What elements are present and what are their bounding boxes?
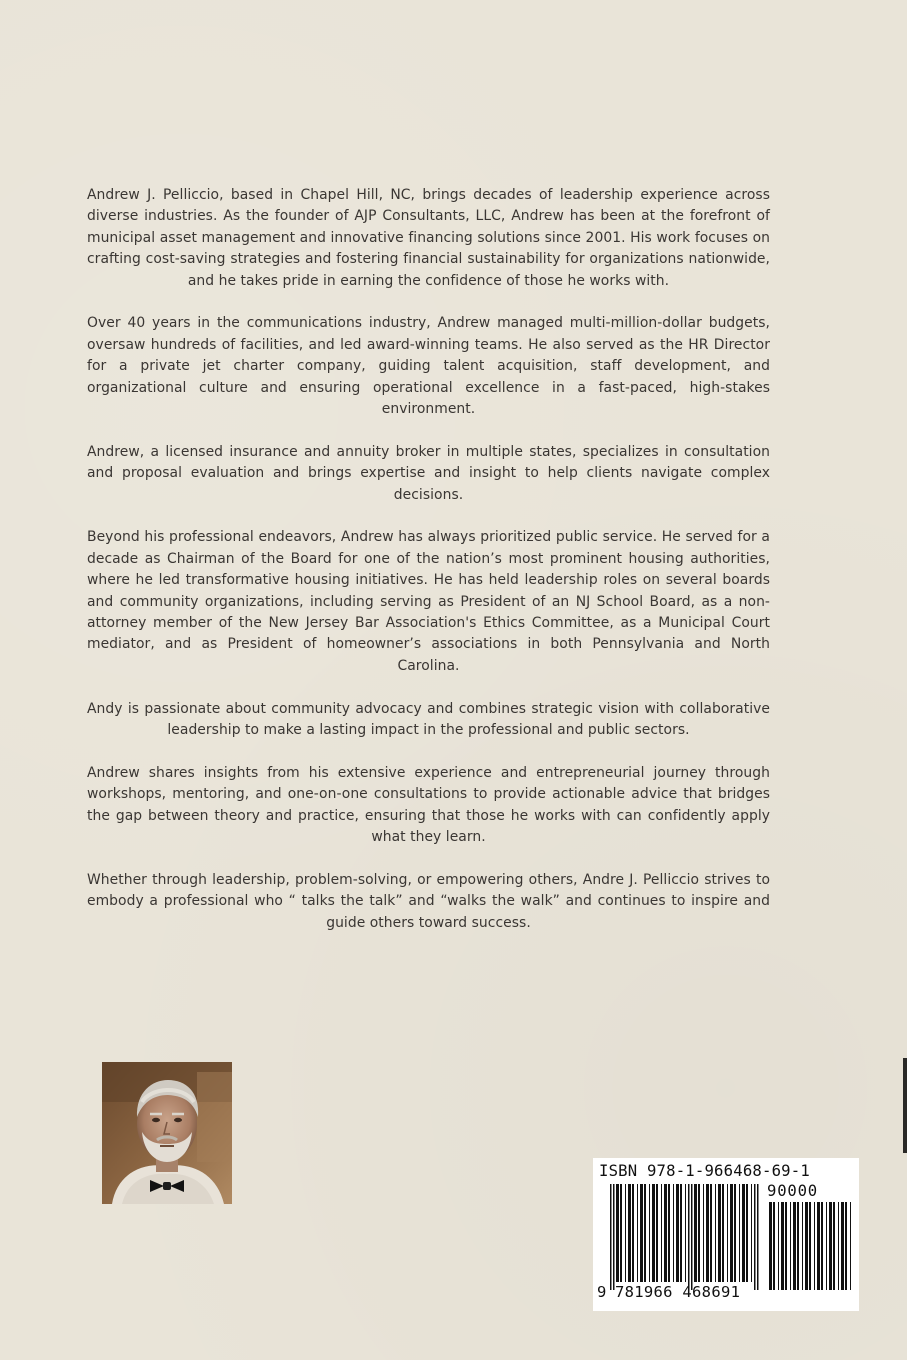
barcode-bar — [703, 1184, 704, 1282]
barcode-bar — [778, 1202, 779, 1290]
barcode-bar — [821, 1202, 823, 1290]
barcode-bar — [805, 1202, 808, 1290]
spine-edge-mark — [903, 1058, 907, 1153]
barcode-bar — [628, 1184, 631, 1282]
barcode-guard-bar — [610, 1184, 612, 1290]
barcode-bar — [829, 1202, 832, 1290]
barcode-bar — [838, 1202, 839, 1290]
barcode-bar — [640, 1184, 643, 1282]
barcode-bar — [845, 1202, 847, 1290]
barcode-bar — [817, 1202, 820, 1290]
barcode-bar — [656, 1184, 658, 1282]
barcode-bar — [676, 1184, 679, 1282]
bio-paragraph: Andrew, a licensed insurance and annuity broker in multiple states, specializes in consultation and proposal evaluation and brings expertise and insight to help clients navigate complex decisions. — [87, 443, 770, 503]
barcode-bar — [698, 1184, 700, 1282]
barcode-bar — [652, 1184, 655, 1282]
barcode-bar — [632, 1184, 634, 1282]
barcode-bar — [673, 1184, 674, 1282]
barcode-bar — [746, 1184, 748, 1282]
barcode-guard-bar — [613, 1184, 615, 1290]
barcode-bar — [785, 1202, 787, 1290]
bio-paragraph: Andrew shares insights from his extensive experience and entrepreneurial journey through workshops, mentoring, and one-on-one consultations to provide actionable advice that bridges the gap between theory and practice, ensuring that those he works with can confidently apply what they learn. — [87, 764, 770, 846]
bio-paragraph: Over 40 years in the communications industry, Andrew managed multi-million-dollar budgets, oversaw hundreds of facilities, and led award-winning teams. He also served as the HR Director for a private jet charter company, guiding talent acquisition, staff development, and organizational culture and ensuring operational excellence in a fast-paced, high-stakes environment. — [87, 315, 770, 418]
barcode-guard-bar — [754, 1184, 756, 1290]
barcode-bar — [680, 1184, 682, 1282]
barcode-bar — [620, 1184, 622, 1282]
barcode-bar — [850, 1202, 851, 1290]
ean-first-digit: 9 — [597, 1283, 607, 1301]
barcode-bar — [781, 1202, 784, 1290]
barcode-bar — [790, 1202, 791, 1290]
author-portrait — [102, 1062, 232, 1204]
barcode-bar — [625, 1184, 626, 1282]
price-code: 90000 — [767, 1182, 818, 1200]
bio-paragraph: Beyond his professional endeavors, Andrew has always prioritized public service. He served for a decade as Chairman of the Board for one of the nation’s most prominent housing authorities, where he led transformative housing initiatives. He has held leadership roles on several boards and community organizations, including serving as President of an NJ School Board, as a non-attorney member of the New Jersey Bar Association's Ethics Committee, as a Municipal Court mediator, and as President of homeowner’s associations in both Pennsylvania and North Carolina. — [87, 529, 770, 674]
barcode-bar — [718, 1184, 721, 1282]
bio-paragraph: Whether through leadership, problem-solving, or empowering others, Andre J. Pelliccio strives to embody a professional who “ talks the talk” and “walks the walk” and continues to inspire and guide others toward success. — [87, 871, 770, 931]
barcode-bar — [616, 1184, 619, 1282]
barcode-bar — [706, 1184, 709, 1282]
barcode-guard-bar — [688, 1184, 690, 1290]
barcode-bar — [637, 1184, 638, 1282]
barcode-bar — [730, 1184, 733, 1282]
barcode-bar — [802, 1202, 803, 1290]
barcode-bar — [833, 1202, 835, 1290]
barcode-bar — [814, 1202, 815, 1290]
barcode-guard-bar — [757, 1184, 759, 1290]
barcode-bar — [751, 1184, 752, 1282]
bio-paragraph: Andrew J. Pelliccio, based in Chapel Hill, NC, brings decades of leadership experience across diverse industries. As the founder of AJP Consultants, LLC, Andrew has been at the forefront of municipal asset management and innovative financing solutions since 2001. His work focuses on crafting cost-saving strategies and fostering financial sustainability for organizations nationwide, and he takes pride in earning the confidence of those he works with. — [87, 187, 770, 289]
author-photo-illustration — [102, 1062, 232, 1204]
barcode-bar — [734, 1184, 736, 1282]
isbn-label: ISBN 978-1-966468-69-1 — [599, 1162, 810, 1180]
author-bio — [87, 185, 770, 956]
barcode-bar — [644, 1184, 646, 1282]
barcode-bar — [649, 1184, 650, 1282]
barcode-bar — [661, 1184, 662, 1282]
barcode-bar — [722, 1184, 724, 1282]
barcode-bar — [710, 1184, 712, 1282]
barcode-bar — [769, 1202, 772, 1290]
isbn-barcode — [593, 1158, 859, 1311]
barcode-bar — [742, 1184, 745, 1282]
barcode-bar — [739, 1184, 740, 1282]
barcode-bar — [841, 1202, 844, 1290]
bio-paragraph: Andy is passionate about community advocacy and combines strategic vision with collaborative leadership to make a lasting impact in the professional and public sectors. — [87, 700, 770, 739]
barcode-bar — [797, 1202, 799, 1290]
barcode-bar — [668, 1184, 670, 1282]
barcode-bar — [809, 1202, 811, 1290]
barcode-bar — [793, 1202, 796, 1290]
barcode-guard-bar — [691, 1184, 693, 1290]
barcode-bar — [773, 1202, 775, 1290]
barcode-bar — [664, 1184, 667, 1282]
barcode-bar — [727, 1184, 728, 1282]
barcode-bar — [685, 1184, 686, 1282]
barcode-bar — [826, 1202, 827, 1290]
barcode-bar — [715, 1184, 716, 1282]
ean-digits: 781966 468691 — [615, 1283, 741, 1301]
barcode-bar — [694, 1184, 697, 1282]
